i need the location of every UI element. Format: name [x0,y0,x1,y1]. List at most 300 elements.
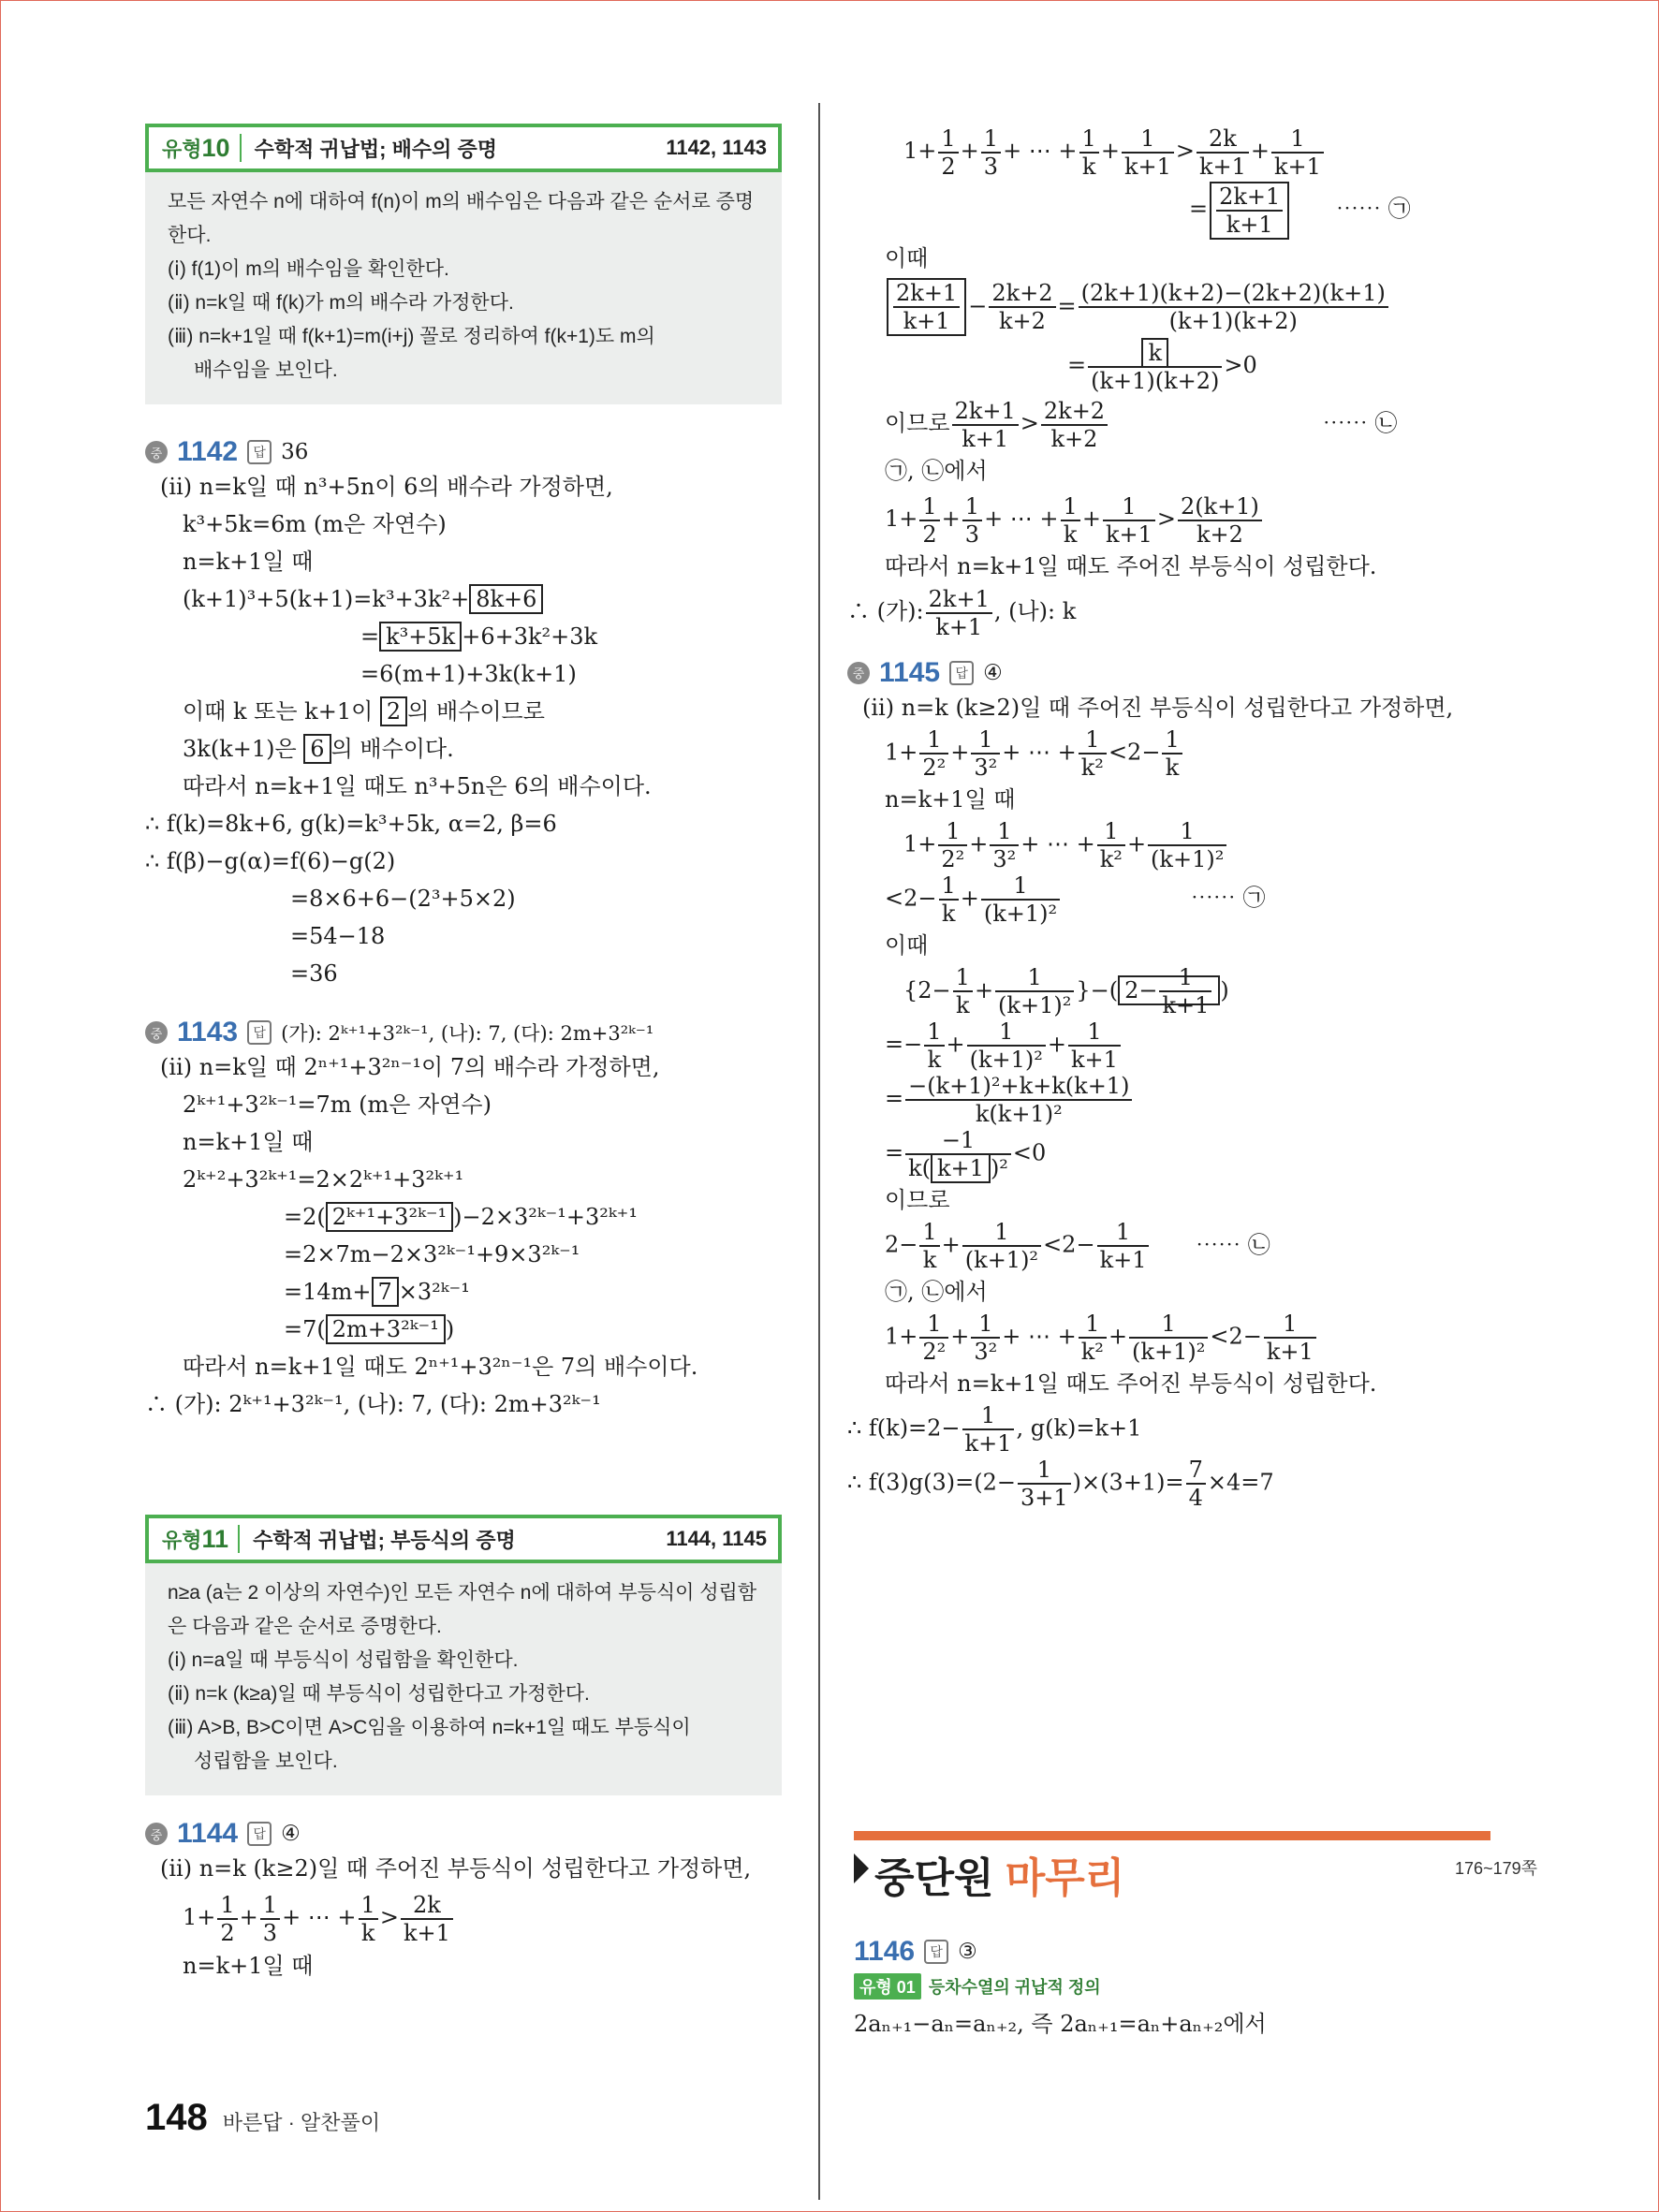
fraction [1079,726,1107,781]
answer: ④ [983,660,1003,685]
sol-line: 이때 [885,931,929,959]
den: k+2 [998,308,1046,334]
den: k [956,992,970,1018]
den: 2 [922,520,937,548]
fraction [995,964,1074,1018]
sol-text: ∴ f(k)=2− [847,1414,961,1442]
num: 1 [1079,1311,1107,1339]
sol-text: + [1126,830,1147,857]
num: −1 [905,1127,1011,1155]
num: 1 [962,493,982,521]
sol-line: =54−18 [290,923,386,949]
sol-line [847,1402,1503,1457]
fraction [971,1311,1000,1365]
page-number: 148 [145,2097,208,2138]
den: k+1 [403,1919,450,1946]
fraction [359,1892,378,1946]
den: k+1 [1266,1339,1314,1365]
desc-line: 은 다음과 같은 순서로 증명한다. [168,1616,442,1637]
desc-line: 성립함을 보인다. [194,1751,338,1772]
sol-line [847,277,1503,337]
desc-line: (ⅲ) n=k+1일 때 f(k+1)=m(i+j) 꼴로 정리하여 f(k+1)도 m의 [168,326,655,347]
level-badge: 중 [145,1823,168,1845]
fraction [953,964,973,1018]
fraction [260,1892,280,1946]
sol-line: n=k+1일 때 [183,1953,314,1979]
den: k [1063,520,1078,548]
num: 1 [990,818,1019,846]
sol-text: + ⋯ + [1002,739,1077,765]
sol-line [847,336,1503,394]
num: 2k+1 [926,586,992,614]
den: k(k+1)² [975,1101,1063,1127]
den: (k+1)² [1132,1339,1206,1365]
sol-text: , (나): k [993,598,1077,624]
den: k+1 [962,425,1009,452]
problem-1144-continued [847,122,1503,640]
sol-text: 2− [1124,976,1158,1003]
fraction [1061,493,1080,548]
den: 2² [941,845,965,872]
fraction [1097,1219,1150,1273]
fraction [1088,340,1222,394]
type-title: 수학적 귀납법; 부등식의 증명 [253,1528,516,1552]
level-badge: 중 [847,662,870,684]
den: k [1165,754,1180,781]
den: 3+1 [1020,1485,1068,1511]
sol-text: + ⋯ + [1003,138,1078,164]
fraction [1148,818,1226,872]
answer: 36 [281,440,309,464]
den: 3² [974,1339,998,1365]
den: (k+1)² [1151,845,1225,872]
sol-text: = [885,1139,904,1166]
type-11-desc [145,1563,782,1795]
fraction [217,1892,237,1946]
marker: ⋯⋯ ㉠ [1190,885,1266,911]
sol-line [847,180,1503,240]
num: 1 [953,964,973,992]
sol-text: <2− [885,885,937,911]
problem-1146 [854,1936,1490,2043]
fraction [1197,125,1249,180]
num: 1 [919,1219,939,1247]
sol-text: 의 배수이다. [330,736,454,762]
sol-text: + [1250,138,1270,164]
sol-line [847,1073,1503,1127]
num: 1 [1162,726,1182,754]
desc-line: (ⅰ) n=a일 때 부등식이 성립함을 확인한다. [168,1649,519,1671]
sol-line: n=k+1일 때 [885,785,1016,813]
sol-text: + [941,1231,961,1258]
sol-line: 이때 [885,244,929,271]
den: k+2 [1050,425,1098,452]
fraction [924,1018,944,1073]
sol-text: 이므로 [885,410,950,436]
boxed-expression [1118,964,1220,1018]
fraction [1159,964,1211,1018]
num: 2(k+1) [1178,493,1262,521]
num: 1 [919,493,939,521]
sol-line: n=k+1일 때 [183,1129,314,1155]
den-text: k( [908,1155,932,1181]
sol-text: + [1081,505,1101,532]
problem-number: 1145 [879,656,941,688]
sol-line: 이므로 [885,1187,950,1213]
sol-text: + [1108,1323,1128,1350]
fraction [1068,1018,1121,1073]
sol-text: {2− [903,976,951,1003]
sol-line: 따라서 n=k+1일 때도 주어진 부등식이 성립한다. [885,553,1377,579]
num: 1 [924,1018,944,1047]
sol-text: )×(3+1)= [1072,1469,1184,1496]
sol-line [847,964,1503,1019]
den: (k+1)² [998,992,1072,1018]
sol-line: 2ᵏ⁺¹+3²ᵏ⁻¹=7m (m은 자연수) [183,1091,492,1118]
sol-text: 2− [885,1231,918,1258]
fraction [1162,726,1182,781]
fraction [1079,1311,1107,1365]
fraction [1097,818,1125,872]
num: 1 [1129,1311,1208,1339]
section-pages: 176~179쪽 [1455,1859,1537,1878]
sol-text: 1+ [183,1904,216,1930]
sol-line: 따라서 n=k+1일 때도 n³+5n은 6의 배수이다. [183,773,652,799]
sol-text: }−( [1076,976,1119,1003]
num: 1 [1061,493,1080,521]
fraction [939,872,959,927]
sol-line [847,122,1503,180]
sol-text: + ⋯ + [1020,830,1095,857]
den: 3 [964,520,980,548]
sol-line: ㉠, ㉡에서 [885,1279,988,1305]
answer-icon: 답 [949,661,974,685]
sol-line: 2ᵏ⁺²+3²ᵏ⁺¹=2×2ᵏ⁺¹+3²ᵏ⁺¹ [183,1166,464,1193]
fraction [1103,493,1155,548]
sol-line [847,394,1503,452]
sol-line [145,580,782,618]
fraction [981,872,1060,927]
problem-1142-header [145,436,782,468]
sol-text: + [1047,1031,1066,1058]
num: 1 [938,818,967,846]
sol-text: = [1057,292,1077,319]
num: 1 [1097,1219,1150,1247]
fraction [1178,493,1262,548]
sol-line [847,1219,1503,1273]
num: 1 [260,1892,280,1920]
sol-line: =2×7m−2×3²ᵏ⁻¹+9×3²ᵏ⁻¹ [284,1241,580,1267]
sol-text: ×3²ᵏ⁻¹ [398,1279,470,1305]
problem-1144-header [145,1818,782,1850]
fraction [938,818,967,872]
sol-line [145,730,782,768]
sol-line [145,1887,782,1947]
fraction [967,1018,1046,1073]
den: k+1 [1123,153,1171,180]
sol-text: + [974,976,994,1003]
num: 7 [1186,1457,1206,1485]
footer-text: 바른답 · 알찬풀이 [222,2111,381,2134]
den: (k+1)² [983,900,1058,927]
sol-text: > [1156,505,1176,532]
type-tag-text: 등차수열의 귀납적 정의 [928,1978,1101,1997]
fraction [1122,125,1174,180]
sol-line [847,872,1503,927]
sol-text: + [239,1904,258,1930]
fraction [1129,1311,1208,1365]
boxed-answer: k+1 [931,1153,991,1183]
num: 1 [971,1311,1000,1339]
den: 3² [992,845,1017,872]
num: 1 [1018,1457,1071,1485]
den: k [1081,153,1096,180]
sol-line [145,618,782,655]
sol-text: <2− [1043,1231,1095,1258]
sol-line [145,1273,782,1311]
fraction [938,125,958,180]
num: 1 [939,872,959,901]
num: (2k+1)(k+2)−(2k+2)(k+1) [1079,280,1388,308]
fraction [926,586,992,640]
fraction [1018,1457,1071,1511]
sol-line [145,1198,782,1236]
den: k+2 [1196,520,1243,548]
fraction [952,398,1019,452]
num: 1 [1122,125,1174,154]
den: k+1 [1198,153,1246,180]
num: 1 [981,872,1060,901]
sol-text: + [960,138,979,164]
fraction [990,818,1019,872]
sol-text: + [946,1031,965,1058]
sol-text: = [1067,352,1087,378]
sol-text: + ⋯ + [984,505,1059,532]
sol-line [847,585,1503,640]
desc-line: (ⅱ) n=k (k≥a)일 때 부등식이 성립한다고 가정한다. [168,1683,590,1705]
problem-1143-header [145,1017,782,1048]
num: 1 [967,1018,1046,1047]
sol-text: =14m+ [284,1279,372,1305]
sol-line: 2aₙ₊₁−aₙ=aₙ₊₂, 즉 2aₙ₊₁=aₙ+aₙ₊₂에서 [854,2011,1267,2037]
desc-line: (ⅱ) n=k일 때 f(k)가 m의 배수라 가정한다. [168,292,514,314]
section-title-a: 중단원 [874,1855,994,1901]
sol-text: >0 [1224,352,1257,378]
sol-line: 따라서 n=k+1일 때도 주어진 부등식이 성립한다. [885,1370,1377,1397]
sol-text: 1+ [903,138,937,164]
num: 1 [1148,818,1226,846]
sol-text: + [960,885,979,911]
fraction [1186,1457,1206,1511]
sol-text: + [941,505,961,532]
fraction [962,1219,1041,1273]
marker: ⋯⋯ ㉡ [1196,1231,1270,1258]
section-bar-line [854,1831,1490,1840]
type-refs: 1144, 1145 [666,1527,767,1550]
den: k [922,1247,937,1273]
desc-line: (ⅰ) f(1)이 m의 배수임을 확인한다. [168,258,449,280]
boxed-answer: k [1141,338,1168,368]
num: 1 [1079,125,1099,154]
den: 4 [1188,1485,1203,1511]
den: 2 [941,153,956,180]
sol-line: ∴ f(k)=8k+6, g(k)=k³+5k, α=2, β=6 [145,811,557,837]
num: 1 [1159,964,1211,992]
fraction [1041,398,1108,452]
sol-line [847,1311,1503,1365]
sol-text: 1+ [885,505,918,532]
sol-text: ∴ f(3)g(3)=(2− [847,1469,1016,1496]
fraction [919,493,939,548]
answer-icon: 답 [247,1822,272,1846]
sol-text: 의 배수이므로 [407,698,545,725]
sol-text: )−2×3²ᵏ⁻¹+3²ᵏ⁺¹ [453,1204,638,1230]
num: 2k+1 [952,398,1019,426]
den: k [360,1919,375,1946]
num: 1 [962,1402,1015,1430]
sol-line [145,693,782,730]
sol-text: +6+3k²+3k [462,623,598,650]
sol-line: ∴ (가): 2ᵏ⁺¹+3²ᵏ⁻¹, (나): 7, (다): 2m+3²ᵏ⁻¹ [145,1391,601,1417]
sol-line: k³+5k=6m (m은 자연수) [183,511,447,537]
den: k+1 [1274,153,1321,180]
sol-text: ) [1220,976,1229,1003]
num: 2k+2 [1041,398,1108,426]
right-column [847,122,1503,1511]
fraction [919,1311,948,1365]
answer: ③ [958,1940,977,1964]
fraction [981,125,1001,180]
sol-text: =7( [284,1316,326,1342]
problem-number: 1142 [177,436,239,467]
den: k+1 [1099,1247,1147,1273]
den: k+1 [1105,520,1152,548]
type-num: 10 [201,133,230,162]
den: 2² [922,1339,947,1365]
type-tag: 유형 01 [854,1973,921,2000]
desc-line: n≥a (a는 2 이상의 자연수)인 모든 자연수 n에 대하여 부등식이 성립함 [168,1582,757,1604]
sol-line [847,818,1503,872]
type-tagline [854,1973,1490,2000]
section-marker-icon [854,1853,869,1883]
fraction [1264,1311,1316,1365]
sol-line [847,1127,1503,1181]
page-footer [145,2097,380,2139]
sol-text: = [360,623,380,650]
num: 2k+1 [893,280,960,308]
desc-line: 배수임을 보인다. [194,359,338,381]
sol-line: ㉠, ㉡에서 [885,458,988,484]
fraction [905,1127,1011,1181]
den: k+1 [1226,211,1273,238]
problem-1142-solution [145,468,782,992]
den: (k+1)² [964,1247,1039,1273]
problem-1145-solution [847,689,1503,1512]
num: 1 [1068,1018,1121,1047]
sol-line: (ⅱ) n=k (k≥2)일 때 주어진 부등식이 성립한다고 가정하면, [862,694,1454,721]
level-badge: 중 [145,441,168,463]
sol-text: 1+ [885,739,918,765]
sol-text: > [379,1904,399,1930]
den: (k+1)(k+2) [1091,367,1220,394]
den: 2 [220,1919,235,1946]
num: 2k [1197,125,1249,154]
type-11-header [145,1515,782,1563]
num: 1 [359,1892,378,1920]
sol-text: 3k(k+1)은 [183,736,304,762]
type-num: 11 [201,1524,229,1553]
section-header [854,1831,1537,1901]
sol-text: ∴ (가): [847,598,924,624]
sol-text: <0 [1012,1139,1047,1166]
column-divider [818,103,820,2200]
den: k [941,900,956,927]
num: 1 [938,125,958,154]
sol-text: + ⋯ + [282,1904,357,1930]
sol-text: ) [445,1316,455,1342]
problem-1144-solution [145,1850,782,1985]
type-tag: 유형 [162,137,202,161]
sol-line: =8×6+6−(2³+5×2) [290,886,516,912]
sol-line [847,726,1503,781]
sol-text: <2− [1210,1323,1262,1350]
den: k+1 [964,1430,1012,1457]
left-column [145,124,782,1985]
num: 1 [962,1219,1041,1247]
answer: ④ [281,1822,301,1846]
num: 1 [217,1892,237,1920]
problem-1146-header [854,1936,1490,1968]
problem-1145-header [847,657,1503,689]
fraction [989,280,1055,334]
boxed-answer: 6 [303,734,330,764]
sol-text: = [1189,196,1209,222]
den: 3² [974,754,998,781]
fraction [1079,280,1388,334]
den: k [927,1047,942,1073]
type-10-header [145,124,782,172]
answer: (가): 2ᵏ⁺¹+3²ᵏ⁻¹, (나): 7, (다): 2m+3²ᵏ⁻¹ [281,1022,654,1045]
num: 2k+1 [1216,183,1283,212]
sol-text: + [950,1323,970,1350]
den: (k+1)² [969,1047,1043,1073]
num: 1 [995,964,1074,992]
section-title [874,1844,1124,1904]
den: k² [1080,1339,1104,1365]
sol-text: <2− [1108,739,1161,765]
sol-line [847,1457,1503,1511]
fraction [962,1402,1015,1457]
marker: ⋯⋯ ㉡ [1322,410,1398,436]
answer-icon: 답 [924,1940,948,1964]
den: (k+1)(k+2) [1168,308,1298,334]
sol-text: , g(k)=k+1 [1016,1414,1142,1442]
fraction [962,493,982,548]
fraction [905,1073,1132,1127]
sol-line: (ⅱ) n=k일 때 2ⁿ⁺¹+3²ⁿ⁻¹이 7의 배수라 가정하면, [160,1054,660,1080]
fraction [919,726,948,781]
fraction [971,726,1000,781]
num: 1 [919,1311,948,1339]
sol-line: (ⅱ) n=k (k≥2)일 때 주어진 부등식이 성립한다고 가정하면, [160,1855,752,1882]
num: 1 [1103,493,1155,521]
marker: ⋯⋯ ㉠ [1335,196,1411,222]
boxed-answer: 2m+3²ᵏ⁻¹ [326,1314,446,1344]
sol-text: (k+1)³+5(k+1)=k³+3k²+ [183,586,470,612]
den: 3 [983,153,999,180]
problem-number: 1144 [177,1818,239,1849]
problem-number: 1146 [854,1936,916,1967]
